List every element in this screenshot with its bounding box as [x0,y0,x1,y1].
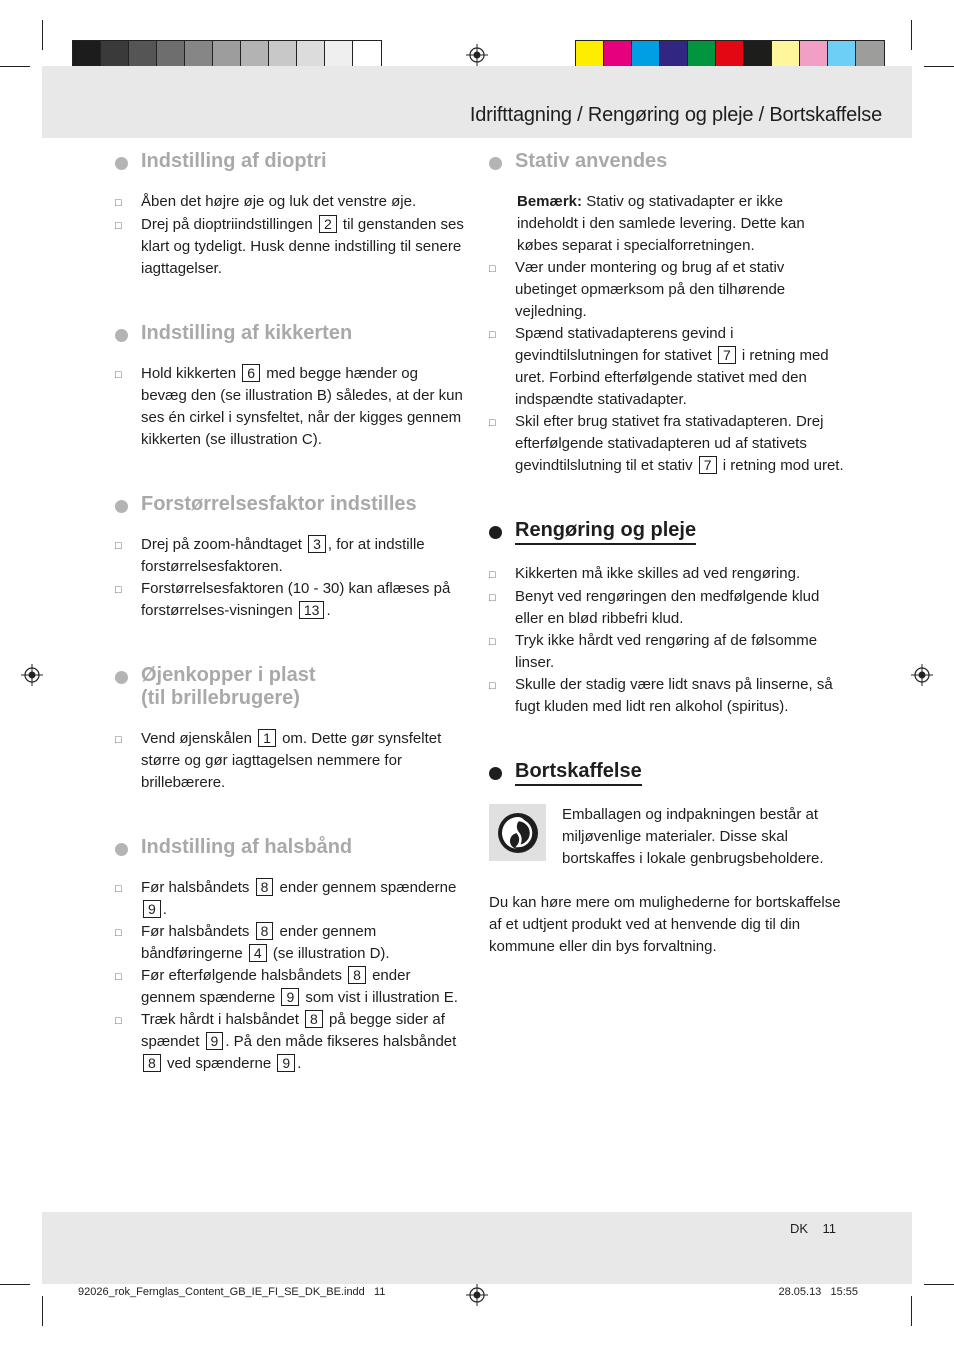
list-item: □ Benyt ved rengøringen den medfølgende klud eller en blød ribbefri klud. [489,586,844,630]
color-swatch [604,41,632,69]
list-item: □ Skil efter brug stativet fra stativadapteren. Drej efterfølgende stativadapteren ud af stativets gevindtilslutning til et stativ 7 i retning mod uret. [489,411,844,477]
color-swatch [576,41,604,69]
list-item: □ Før halsbåndets 8 ender gennem spænderne 9 . [115,877,465,921]
part-number: 8 [305,1010,323,1028]
note-paragraph: Bemærk: Stativ og stativadapter er ikke indeholdt i den samlede levering. Dette kan købes separat i specialforretningen. [517,193,805,254]
list-item: □ Drej på dioptriindstillingen 2 til genstanden ses klart og tydeligt. Husk denne indstilling til senere iagttagelser. [115,214,465,280]
section-heading [115,150,465,173]
disposal-info-paragraph: Du kan høre mere om mulighederne for bortskaffelse af et udtjent produkt ved at henvende dig til din kommune eller din bys forvaltning. [489,894,841,955]
checkbox-square-icon: □ [489,417,496,429]
crop-mark [924,1284,954,1285]
registration-mark-icon [466,1284,488,1306]
part-number: 6 [242,364,260,382]
crop-mark [0,66,30,67]
list-item: □ Vend øjenskålen 1 om. Dette gør synsfeltet større og gør iagttagelsen nemmere for brillebærere. [115,728,465,794]
section-heading [115,836,465,859]
color-swatch [800,41,828,69]
bullet-icon [489,526,502,539]
bullet-icon [489,767,502,780]
list-item: □ Vær under montering og brug af et stativ ubetinget opmærksom på den tilhørende vejledning. [489,257,844,323]
checkbox-square-icon: □ [115,540,122,552]
section-dioptri [115,150,465,280]
instruction-list [115,534,465,622]
section-kikkerten [115,322,465,451]
part-number: 9 [206,1032,224,1050]
page-title: Idrifttagning / Rengøring og pleje / Bortskaffelse [469,104,882,126]
section-halsbaand [115,836,465,1075]
section-stativ [489,150,844,477]
green-dot-recycling-icon [489,804,546,861]
list-item: □ Drej på zoom-håndtaget 3 , for at indstille forstørrelsesfaktoren. [115,534,465,578]
heading-ojenkopper: Øjenkopper i plast (til brillebrugere) [141,664,316,709]
list-item: □ Træk hårdt i halsbåndet 8 på begge sider af spændet 9 . På den måde fikseres halsbåndet 8 ved spænderne 9 . [115,1009,465,1075]
color-swatch [772,41,800,69]
checkbox-square-icon: □ [115,883,122,895]
part-number: 8 [256,878,274,896]
recycling-text: Emballagen og indpakningen består at miljøvenlige materialer. Disse skal bortskaffes i lokale genbrugsbeholdere. [562,806,824,867]
color-swatch [297,41,325,69]
checkbox-square-icon: □ [115,971,122,983]
left-column [115,150,465,1075]
bullet-icon [489,157,502,170]
color-swatch [269,41,297,69]
part-number: 9 [281,988,299,1006]
part-number: 1 [258,729,276,747]
instruction-list [489,563,844,718]
part-number: 3 [308,535,326,553]
checkbox-square-icon: □ [115,369,122,381]
color-swatch [157,41,185,69]
crop-mark [911,1296,912,1326]
section-heading [489,150,844,173]
color-swatch [213,41,241,69]
checkbox-square-icon: □ [489,263,496,275]
section-heading [115,322,465,345]
instruction-list [489,257,844,477]
list-item: □ Før efterfølgende halsbåndets 8 ender gennem spænderne 9 som vist i illustration E. [115,965,465,1009]
crop-mark [0,1284,30,1285]
section-heading [115,493,465,516]
heading-kikkerten: Indstilling af kikkerten [141,322,353,344]
registration-mark-icon [911,664,933,686]
section-ojenkopper [115,664,465,794]
registration-mark-icon [21,664,43,686]
heading-halsbaand: Indstilling af halsbånd [141,836,353,858]
crop-mark [911,20,912,50]
list-item: □ Før halsbåndets 8 ender gennem båndføringerne 4 (se illustration D). [115,921,465,965]
color-swatch [101,41,129,69]
section-bortskaffelse [489,760,844,958]
color-swatch [856,41,884,69]
header-band [42,66,912,138]
color-swatch [129,41,157,69]
part-number: 9 [143,900,161,918]
bullet-icon [115,671,128,684]
instruction-list [115,877,465,1075]
color-swatch [353,41,381,69]
heading-forstorrelse: Forstørrelsesfaktor indstilles [141,493,417,515]
bullet-icon [115,157,128,170]
note-label: Bemærk: [517,193,583,210]
list-item: □ Kikkerten må ikke skilles ad ved rengøring. [489,563,844,586]
part-number: 8 [348,966,366,984]
section-forstorrelse [115,493,465,622]
color-swatch [660,41,688,69]
checkbox-square-icon: □ [115,197,122,209]
part-number: 7 [699,456,717,474]
checkbox-square-icon: □ [489,680,496,692]
heading-stativ: Stativ anvendes [515,150,668,172]
checkbox-square-icon: □ [115,734,122,746]
list-item: □ Forstørrelsesfaktoren (10 - 30) kan aflæses på forstørrelses-visningen 13 . [115,578,465,622]
right-column [489,150,844,958]
instruction-list [115,728,465,794]
color-swatch [632,41,660,69]
color-swatch [828,41,856,69]
list-item: □ Hold kikkerten 6 med begge hænder og bevæg den (se illustration B) således, at der kun ses én cirkel i synsfeltet, når der kigges gennem kikkerten (se illustration C). [115,363,465,451]
section-heading [489,760,844,786]
color-swatch [716,41,744,69]
part-number: 9 [277,1054,295,1072]
color-swatch [744,41,772,69]
bullet-icon [115,329,128,342]
footer-band [42,1212,912,1284]
part-number: 7 [718,346,736,364]
part-number: 8 [143,1054,161,1072]
bullet-icon [115,500,128,513]
list-item: □ Skulle der stadig være lidt snavs på linserne, så fugt kluden med lidt ren alkohol (spiritus). [489,674,844,718]
file-slug: 92026_rok_Fernglas_Content_GB_IE_FI_SE_DK_BE.indd 11 [78,1286,386,1298]
color-swatch [73,41,101,69]
color-swatch [185,41,213,69]
recycle-row [489,804,844,870]
color-swatch [241,41,269,69]
part-number: 8 [256,922,274,940]
checkbox-square-icon: □ [489,636,496,648]
checkbox-square-icon: □ [489,329,496,341]
list-item: □ Tryk ikke hårdt ved rengøring af de følsomme linser. [489,630,844,674]
part-number: 2 [319,215,337,233]
heading-rengoring: Rengøring og pleje [515,519,696,545]
part-number: 4 [249,944,267,962]
date-slug: 28.05.13 15:55 [778,1286,858,1298]
bullet-icon [115,843,128,856]
crop-mark [42,1296,43,1326]
heading-bortskaffelse: Bortskaffelse [515,760,642,786]
crop-mark [924,66,954,67]
page-number: DK 11 [789,1221,836,1236]
section-rengoring [489,519,844,718]
checkbox-square-icon: □ [489,569,496,581]
crop-mark [42,20,43,50]
color-swatch [325,41,353,69]
checkbox-square-icon: □ [115,220,122,232]
list-item: □ Åben det højre øje og luk det venstre øje. [115,191,465,214]
list-item: □ Spænd stativadapterens gevind i gevindtilslutningen for stativet 7 i retning med uret. Forbind efterfølgende stativet med den indspændte stativadapter. [489,323,844,411]
registration-mark-icon [466,44,488,66]
instruction-list [115,363,465,451]
checkbox-square-icon: □ [115,1015,122,1027]
checkbox-square-icon: □ [115,584,122,596]
section-heading [115,664,465,710]
part-number: 13 [299,601,325,619]
section-heading [489,519,844,545]
checkbox-square-icon: □ [489,592,496,604]
instruction-list [115,191,465,280]
color-swatch [688,41,716,69]
heading-dioptri: Indstilling af dioptri [141,150,327,172]
checkbox-square-icon: □ [115,927,122,939]
